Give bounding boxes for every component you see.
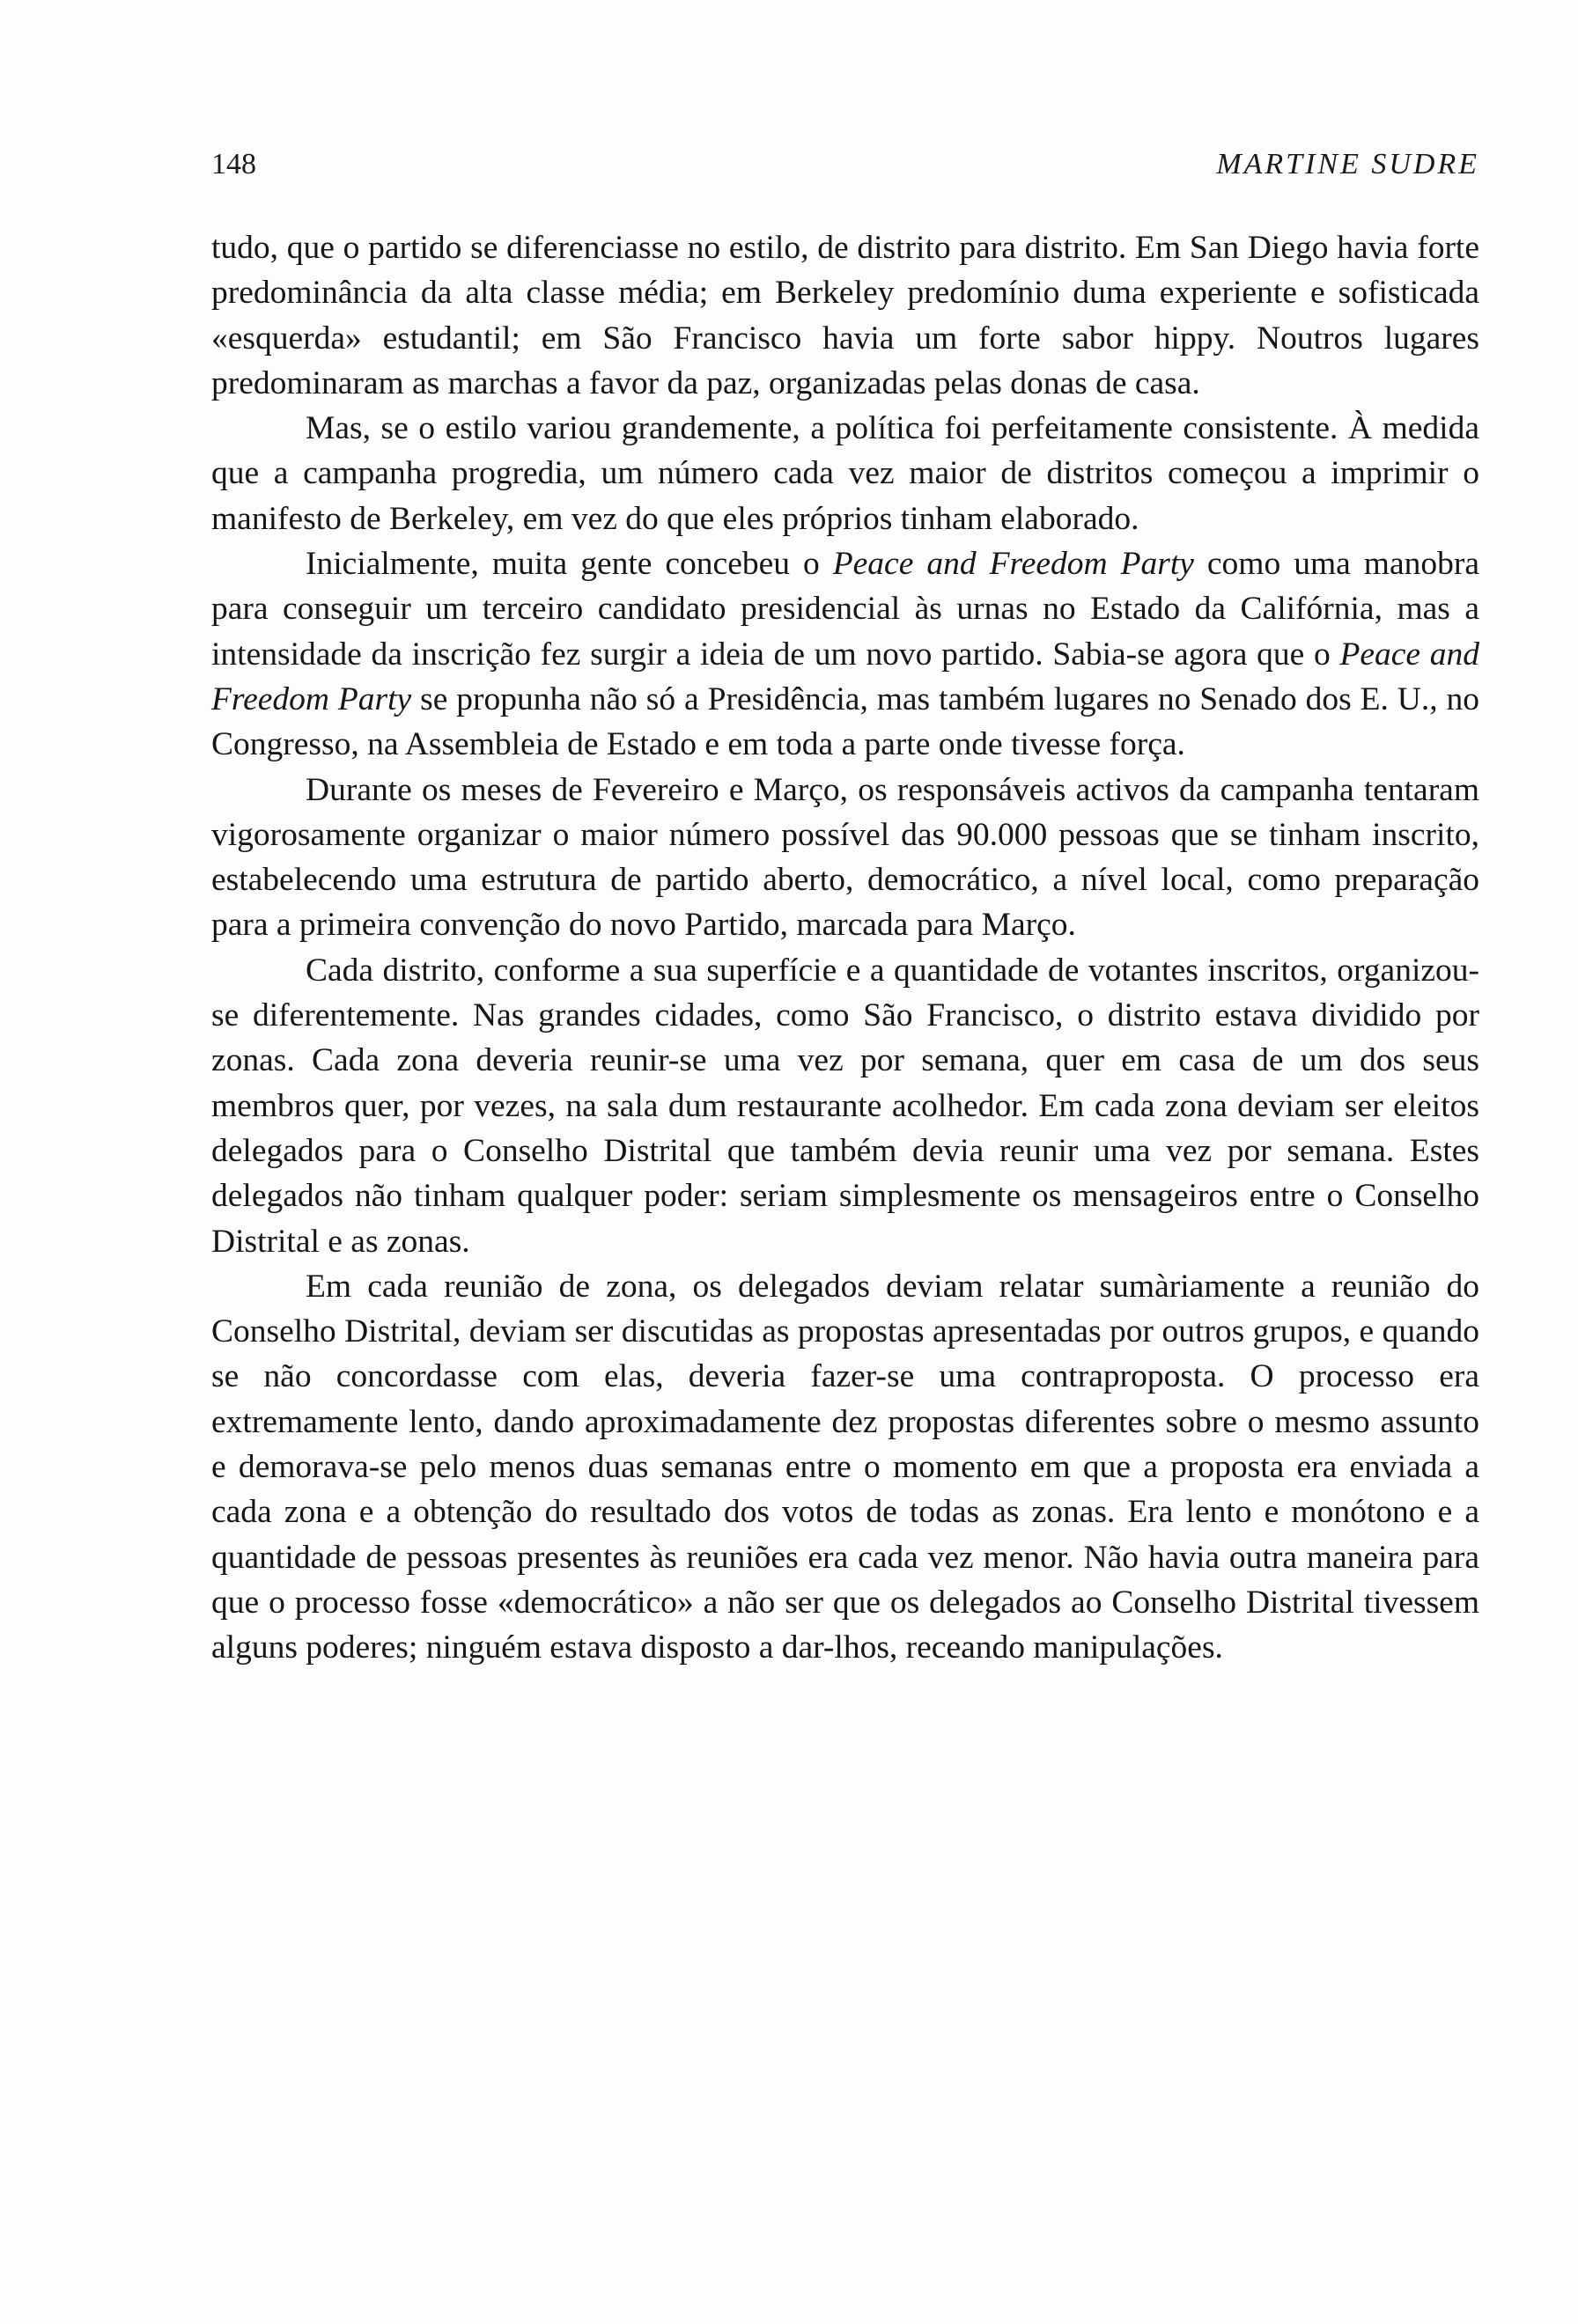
paragraph-6: Em cada reunião de zona, os delegados deviam relatar sumàriamente a reunião do Conselho Distrital, deviam ser discutidas as propostas apresentadas por outros grupos, e quando se não concordasse com elas, deveria fazer-se uma contraproposta. O processo era extremamente lento, dando aproximadamente dez propostas diferentes sobre o mesmo assunto e demorava-se pelo menos duas semanas entre o momento em que a proposta era enviada a cada zona e a obtenção do resultado dos votos de todas as zonas. Era lento e monótono e a quantidade de pessoas presentes às reuniões era cada vez menor. Não havia outra maneira para que o processo fosse «democrático» a não ser que os delegados ao Conselho Distrital tivessem alguns poderes; ninguém estava disposto a dar-lhos, receando manipulações. [211, 1268, 1479, 1666]
page-header [211, 148, 1479, 192]
page-number: 148 [211, 148, 256, 180]
body-text [211, 225, 1479, 1671]
paragraph-2: Mas, se o estilo variou grandemente, a política foi perfeitamente consistente. À medida que a campanha progredia, um número cada vez maior de distritos começou a imprimir o manifesto de Berkeley, em vez do que eles próprios tinham elaborado. [211, 410, 1479, 537]
party-name-italic: Peace and Freedom Party [832, 546, 1194, 583]
paragraph-3 [211, 541, 1479, 767]
paragraph-3-text-b: como uma manobra para conseguir um terceiro candidato presidencial às urnas no Estado da Califórnia, mas a intensidade da inscrição fez surgir a ideia de um novo partido. Sabia-se agora que o [211, 546, 1479, 673]
party-name-italic: Peace and Freedom Party [211, 636, 1479, 717]
paragraph-3-text-c: se propunha não só a Presidência, mas também lugares no Senado dos E. U., no Congresso, na Assembleia de Estado e em toda a parte onde tivesse força. [211, 680, 1479, 763]
paragraph-4: Durante os meses de Fevereiro e Março, os responsáveis activos da campanha tentaram vigorosamente organizar o maior número possível das 90.000 pessoas que se tinham inscrito, estabelecendo uma estrutura de partido aberto, democrático, a nível local, como preparação para a primeira convenção do novo Partido, marcada para Março. [211, 771, 1479, 944]
paragraph-1: tudo, que o partido se diferenciasse no estilo, de distrito para distrito. Em San Diego havia forte predominância da alta classe média; em Berkeley predomínio duma experiente e sofisticada «esquerda» estudantil; em São Francisco havia um forte sabor hippy. Noutros lugares predominaram as marchas a favor da paz, organizadas pelas donas de casa. [211, 230, 1479, 401]
paragraph-3-text-a: Inicialmente, muita gente concebeu o [306, 546, 833, 583]
running-head: MARTINE SUDRE [1216, 148, 1479, 180]
paragraph-5: Cada distrito, conforme a sua superfície e a quantidade de votantes inscritos, organizou-se diferentemente. Nas grandes cidades, como São Francisco, o distrito estava dividido por zonas. Cada zona deveria reunir-se uma vez por semana, quer em casa de um dos seus membros quer, por vezes, na sala dum restaurante acolhedor. Em cada zona deviam ser eleitos delegados para o Conselho Distrital que também devia reunir uma vez por semana. Estes delegados não tinham qualquer poder: seriam simplesmente os mensageiros entre o Conselho Distrital e as zonas. [211, 952, 1479, 1260]
